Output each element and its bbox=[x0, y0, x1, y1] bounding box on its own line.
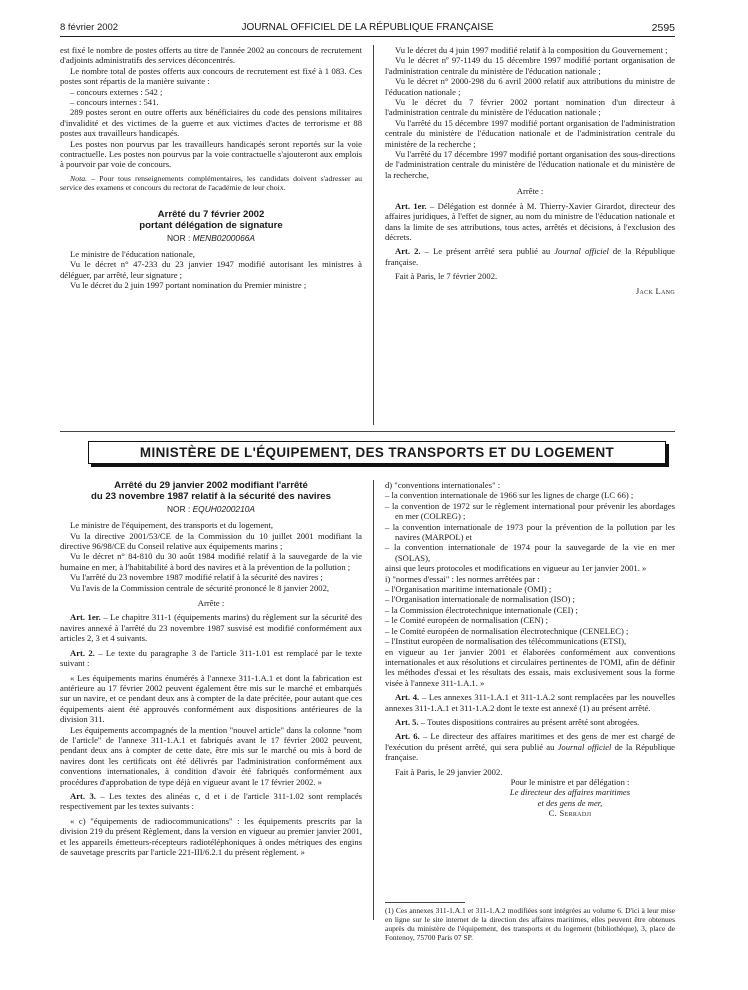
article-1-label: Art. 1er. bbox=[395, 200, 427, 211]
nota-note bbox=[60, 174, 362, 193]
nor-code: MENB0200066A bbox=[192, 232, 255, 243]
article-1 bbox=[385, 201, 675, 243]
convention-item-4: – la convention internationale de 1974 pour la sauvegarde de la vie en mer (SOLAS), bbox=[385, 542, 675, 563]
standard-item-1: – l'Organisation maritime internationale (OMI) ; bbox=[385, 584, 552, 595]
visa-paragraph-2: Vu le décret n° 47-233 du 23 janvier 1947 modifié autorisant les ministres à déléguer, par arrêté, leur signature ; bbox=[60, 259, 362, 280]
article-6-label: Art. 6. bbox=[395, 731, 420, 742]
recruitment-paragraph-5: 289 postes seront en outre offerts aux bénéficiaires du code des pensions militaires d'invalidité et des victimes de la guerre et aux victimes d'actes de terrorisme et 88 postes aux travailleurs handicapés. bbox=[60, 107, 362, 139]
standard-item-2: – l'Organisation internationale de normalisation (ISO) ; bbox=[385, 594, 575, 605]
recruitment-paragraph-2: Le nombre total de postes offerts aux concours de recrutement est fixé à 1 083. Ces postes sont répartis de la manière suivante : bbox=[60, 65, 362, 87]
nota-label: Nota. bbox=[70, 173, 88, 183]
article-3-b bbox=[60, 791, 362, 812]
article-4-label: Art. 4. bbox=[395, 692, 420, 703]
footnote-rule bbox=[385, 902, 465, 903]
page-header bbox=[60, 22, 675, 37]
definition-i-tail: en vigueur au 1er janvier 2001 et élaborées conformément aux conventions internationales et aux résolutions et circulaires pertinentes de l'OMI, afin de définir les méthodes d'essai et les résultats des essais, mais exclusivement sous la forme visée à l'annexe 311-1.A.1. » bbox=[385, 646, 675, 688]
journal-title: JOURNAL OFFICIEL DE LA RÉPUBLIQUE FRANÇAISE bbox=[241, 22, 494, 33]
definition-d-heading: d) "conventions internationales" : bbox=[385, 480, 501, 490]
visas-list-continued bbox=[385, 45, 675, 180]
visas-list-2 bbox=[60, 520, 362, 593]
standard-item-4: – le Comité européen de normalisation (CEN) ; bbox=[385, 615, 549, 626]
visa-paragraph-bottom-2: Vu la directive 2001/53/CE de la Commission du 10 juillet 2001 modifiant la directive 96/98/CE du Conseil relative aux équipements marins ; bbox=[60, 530, 362, 552]
recruitment-paragraph-1: est fixé le nombre de postes offerts au titre de l'année 2002 au concours de recrutement d'adjoints administratifs des services déconcentrés. bbox=[60, 45, 362, 66]
signature-line-1: Pour le ministre et par délégation : bbox=[510, 776, 630, 787]
visa-paragraph-bottom-5: Vu l'avis de la Commission centrale de sécurité prononcé le 8 janvier 2002, bbox=[70, 582, 330, 593]
article-6-text-end: de la République française. bbox=[385, 741, 675, 763]
article-2-text-end: de la République française. bbox=[385, 246, 675, 267]
convention-item-3: – la convention internationale de 1973 pour la prévention de la pollution par les navires (MARPOL) et bbox=[385, 521, 675, 543]
header-date: 8 février 2002 bbox=[60, 22, 119, 33]
article-6-text: – Le directeur des affaires maritimes et des gens de mer est chargé de l'exécution du présent arrêté, qui sera publié au bbox=[385, 731, 675, 752]
conventions-list bbox=[385, 490, 675, 563]
visa-paragraph-1: Le ministre de l'éducation nationale, bbox=[70, 248, 195, 259]
arrete-subtitle-2: du 23 novembre 1987 relatif à la sécurité des navires bbox=[91, 491, 331, 503]
nor-prefix: NOR : bbox=[167, 232, 193, 243]
article-3-b-text: – Les textes des alinéas c, d et i de l'article 311-1.02 sont remplacés respectivement par les textes suivants : bbox=[60, 790, 363, 812]
quote-paragraph-1: « Les équipements marins énumérés à l'annexe 311-1.A.1 et dont la fabrication est antérieure au 17 février 2002 peuvent également être mis sur le marché et embarqués sur un navire, et ce pendant deux ans à compter de la date précitée, pour autant que ces équipements aient été approuvés conformément aux dispositions antérieures de la division 311. bbox=[60, 672, 362, 725]
visas-list bbox=[60, 249, 362, 291]
recruitment-paragraph-6: Les postes non pourvus par les travailleurs handicapés seront reportés sur la voie contractuelle. Les postes non pourvus par la voie contractuelle s'ajouteront aux emplois à pourvoir par voie de concours. bbox=[60, 138, 362, 170]
standard-item-6: – l'Institut européen de normalisation des télécommunications (ETSI), bbox=[385, 636, 627, 647]
article-2-text: – Le présent arrêté sera publié au bbox=[420, 246, 555, 257]
article-2-b-text: – Le texte du paragraphe 3 de l'article 311-1.01 est remplacé par le texte suivant : bbox=[60, 647, 362, 669]
article-6 bbox=[385, 731, 675, 762]
column-divider-bottom bbox=[373, 480, 374, 920]
top-right-column bbox=[385, 45, 675, 296]
article-2-label: Art. 2. bbox=[395, 246, 421, 257]
signature-name-2: C. Serradji bbox=[548, 808, 592, 819]
column-divider-top bbox=[373, 45, 374, 425]
nota-text: – Pour tous renseignements complémentaires, les candidats doivent s'adresser au service des examens et concours du rectorat de l'académie de leur choix. bbox=[60, 173, 362, 193]
article-2 bbox=[385, 246, 675, 267]
bottom-right-column bbox=[385, 480, 675, 819]
definition-i-heading: i) "normes d'essai" : les normes arrêtées par : bbox=[385, 573, 540, 584]
convention-item-2: – la convention de 1972 sur le règlement international pour prévenir les abordages en mer (COLREG) ; bbox=[385, 500, 675, 522]
signature-line-3: et des gens de mer, bbox=[537, 797, 603, 808]
nor-code-2: EQUH0200210A bbox=[192, 503, 255, 514]
arrete-title: Arrêté du 7 février 2002 bbox=[157, 208, 265, 220]
visa-paragraph-3: Vu le décret du 2 juin 1997 portant nomination du Premier ministre ; bbox=[70, 280, 307, 291]
standard-item-5: – le Comité européen de normalisation électrotechnique (CENELEC) ; bbox=[385, 625, 629, 636]
done-at-2: Fait à Paris, le 29 janvier 2002. bbox=[395, 766, 503, 777]
article-3-b-label: Art. 3. bbox=[70, 790, 96, 801]
bottom-left-column bbox=[60, 480, 362, 857]
article-2-b bbox=[60, 648, 362, 669]
page-number: 2595 bbox=[651, 22, 675, 34]
article-4-text: – Les annexes 311-1.A.1 et 311-1.A.2 sont remplacées par les nouvelles annexes 311-1.A.1 et 311-1.A.2 dont le texte est annexé (1) au présent arrêté. bbox=[385, 692, 675, 713]
section-divider bbox=[60, 431, 675, 432]
visa-paragraph-right-4: Vu le décret du 7 février 2002 portant nomination d'un directeur à l'administration centrale du ministère de l'éducation nationale ; bbox=[385, 97, 675, 118]
visa-paragraph-right-3: Vu le décret n° 2000-298 du 6 avril 2000 relatif aux attributions du ministre de l'éducation nationale ; bbox=[385, 76, 675, 97]
nor-reference bbox=[60, 233, 362, 243]
visa-paragraph-right-2: Vu le décret nº 97-1149 du 15 décembre 1997 modifié portant organisation de l'administration centrale du ministère de l'éducation nationale ; bbox=[385, 55, 675, 76]
visa-paragraph-bottom-1: Le ministre de l'équipement, des transports et du logement, bbox=[70, 520, 273, 531]
article-5-label: Art. 5. bbox=[395, 716, 419, 727]
article-4 bbox=[385, 692, 675, 713]
top-left-column bbox=[60, 45, 362, 291]
standards-list bbox=[385, 584, 675, 646]
journal-officiel-ref: Journal officiel bbox=[554, 246, 609, 257]
done-at: Fait à Paris, le 7 février 2002. bbox=[395, 271, 498, 282]
article-5-text: – Toutes dispositions contraires au présent arrêté sont abrogées. bbox=[418, 716, 640, 727]
arrete-heading-2: Arrête : bbox=[197, 598, 225, 609]
quote-paragraph-2: Les équipements accompagnés de la mention "nouvel article" dans la colonne "nom de l'article" de l'annexe 311-1.A.1 et fabriqués avant le 17 février 2002 peuvent, pendant deux ans à compter de cette date, être mis sur le marché ou mis à bord de navires dont les certificats ont été délivrés par l'administration conformément aux conventions internationales, à condition d'avoir été fabriqués conformément aux procédures d'approbation de type déjà en vigueur avant le 17 février 2002. » bbox=[60, 724, 362, 787]
visa-paragraph-bottom-4: Vu l'arrêté du 23 novembre 1987 modifié relatif à la sécurité des navires ; bbox=[70, 572, 323, 583]
visa-paragraph-bottom-3: Vu le décret n° 84-810 du 30 août 1984 modifié relatif à la sauvegarde de la vie humaine en mer, à l'habitabilité à bord des navires et à la prévention de la pollution ; bbox=[60, 551, 362, 572]
convention-item-1: – la convention internationale de 1966 sur les lignes de charge (LC 66) ; bbox=[385, 490, 634, 501]
recruitment-paragraph-3: – concours externes : 542 ; bbox=[70, 86, 163, 97]
visa-paragraph-right-5: Vu l'arrêté du 15 décembre 1997 modifié portant organisation de l'administration centrale du ministère de l'éducation nationale et de l'administration centrale du ministère de la recherche ; bbox=[385, 117, 675, 149]
article-5 bbox=[385, 717, 675, 727]
signature-line-2: Le directeur des affaires maritimes bbox=[509, 787, 631, 798]
journal-officiel-ref-2: Journal officiel bbox=[557, 741, 612, 752]
signature-name: Jack Lang bbox=[635, 285, 675, 296]
quote-paragraph-3: « c) "équipements de radiocommunications" : les équipements prescrits par la division 219 du présent Règlement, dans la version en vigueur au premier janvier 2001, et les appareils émetteurs-récepteurs radiotéléphoniques à ondes métriques des engins de sauvetage prescrits par l'article 221-III/6.2.1 du présent règlement. » bbox=[60, 815, 362, 857]
article-1-b-label: Art. 1er. bbox=[70, 612, 101, 623]
ministry-banner: MINISTÈRE DE L'ÉQUIPEMENT, DES TRANSPORTS ET DU LOGEMENT bbox=[88, 441, 666, 464]
article-1-text: – Délégation est donnée à M. Thierry-Xavier Girardot, directeur des affaires juridiques, à l'effet de signer, au nom du ministre de l'éducation nationale et dans la limite de ses attributions, tous actes, arrêtés et décisions, à l'exclusion des décrets. bbox=[385, 200, 676, 242]
standard-item-3: – la Commission électrotechnique internationale (CEI) ; bbox=[385, 604, 578, 615]
arrete-title-2: Arrêté du 29 janvier 2002 modifiant l'arrêté bbox=[114, 480, 308, 491]
visa-paragraph-right-1: Vu le décret du 4 juin 1997 modifié relatif à la composition du Gouvernement ; bbox=[395, 45, 668, 55]
article-1-b-text: – Le chapitre 311-1 (équipements marins) du règlement sur la sécurité des navires annexé à l'arrêté du 23 novembre 1987 susvisé est modifié conformément aux articles 2, 3 et 4 suivants. bbox=[60, 612, 362, 644]
arrete-subtitle: portant délégation de signature bbox=[139, 220, 283, 232]
article-1-b bbox=[60, 612, 362, 643]
nor-reference-2 bbox=[60, 504, 362, 514]
article-2-b-label: Art. 2. bbox=[70, 647, 95, 658]
recruitment-text bbox=[60, 45, 362, 170]
visa-paragraph-right-6: Vu l'arrêté du 17 décembre 1997 modifié portant organisation des sous-directions de l'administration centrale du ministère de l'éducation nationale et du ministère de la recherche, bbox=[385, 149, 675, 180]
footnote: (1) Ces annexes 311-1.A.1 et 311-1.A.2 modifiées sont intégrées au volume 6. D'ici à leur mise en ligne sur le site internet de la direction des affaires maritimes, elles peuvent être obtenues auprès du ministère de l'équipement, des transports et du logement (bibliothèque), 3, place de Fontenoy, 75700 Paris 07 SP. bbox=[385, 906, 675, 942]
recruitment-paragraph-4: – concours internes : 541. bbox=[70, 97, 159, 108]
nor-prefix-2: NOR : bbox=[167, 503, 193, 514]
definition-d-tail: ainsi que leurs protocoles et modifications en vigueur au 1er janvier 2001. » bbox=[385, 563, 647, 574]
arrete-heading: Arrête : bbox=[516, 186, 544, 197]
